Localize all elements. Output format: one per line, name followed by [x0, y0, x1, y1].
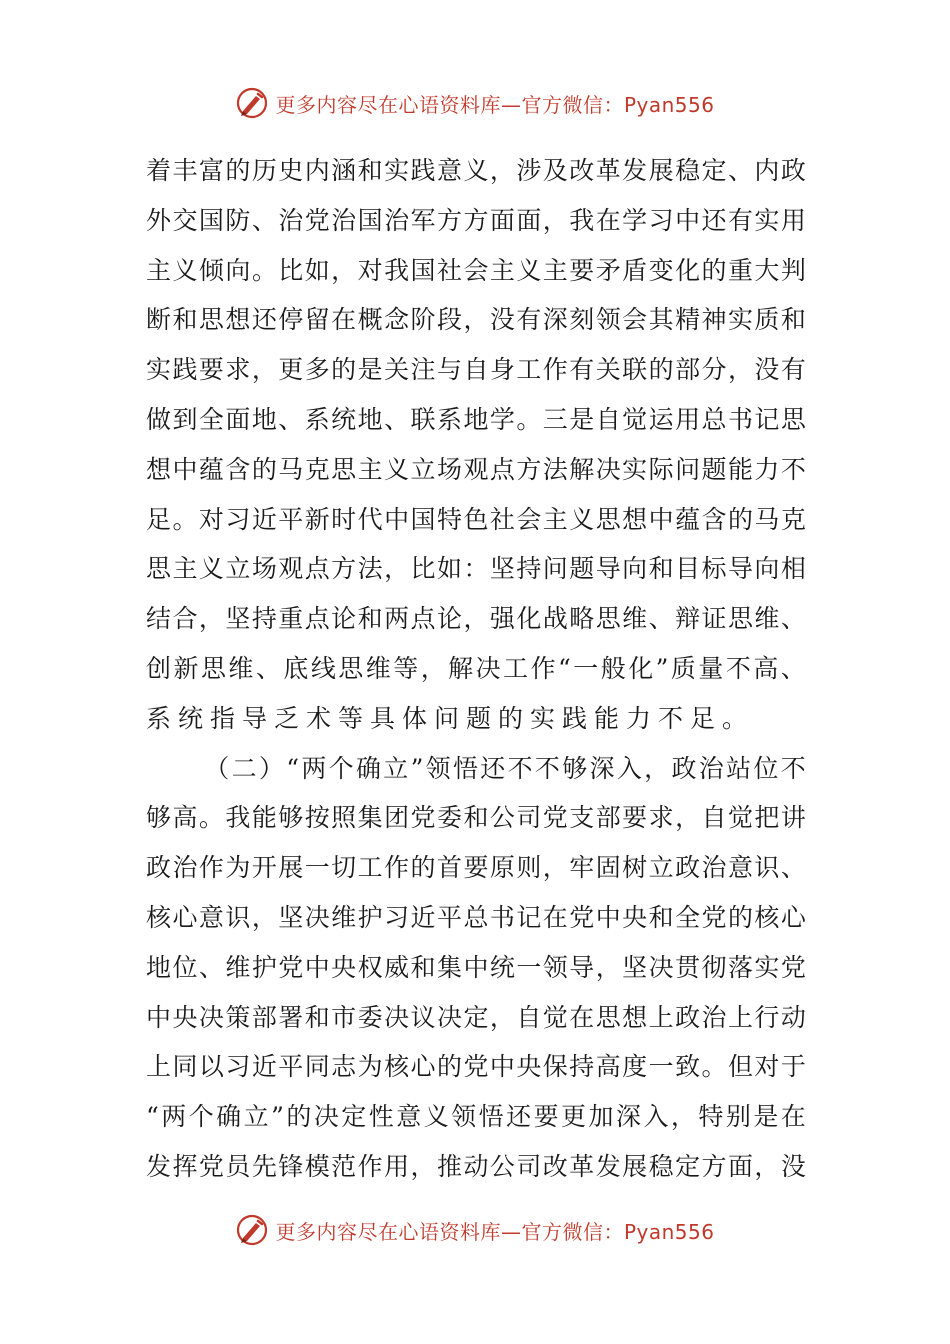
text-line: “ 两 个 确 立 ” 的 决 定 性 意 义 领 悟 还 要 更 加 深 入 ， 特 别 是 在 — [146, 1102, 806, 1132]
document-body — [146, 146, 806, 1192]
watermark-text: 更多内容尽在心语资料库—官方微信：Pyan556 — [275, 1219, 715, 1244]
watermark-text: 更多内容尽在心语资料库—官方微信：Pyan556 — [275, 92, 715, 117]
text-line: 创 新 思 维 、 底 线 思 维 等 ， 解 决 工 作 “ 一 般 化 ” 质 量 不 高 、 — [146, 653, 806, 683]
watermark-banner-top — [0, 83, 950, 123]
text-line: 做 到 全 面 地 、 系 统 地 、 联 系 地 学 。 三 是 自 觉 运 用 总 书 记 思 — [146, 404, 806, 434]
text-line: 上 同 以 习 近 平 同 志 为 核 心 的 党 中 央 保 持 高 度 一 致 。 但 对 于 — [146, 1052, 806, 1082]
text-line: 地 位 、 维 护 党 中 央 权 威 和 集 中 统 一 领 导 ， 坚 决 贯 彻 落 实 党 — [146, 952, 806, 982]
text-line: 想 中 蕴 含 的 马 克 思 主 义 立 场 观 点 方 法 解 决 实 际 问 题 能 力 不 — [146, 454, 806, 484]
watermark-banner-bottom — [0, 1210, 950, 1250]
text-line: 系统指导乏术等具体问题的实践能力不足。 — [146, 703, 755, 733]
text-line: 断 和 思 想 还 停 留 在 概 念 阶 段 ， 没 有 深 刻 领 会 其 精 神 实 质 和 — [146, 305, 806, 335]
text-line: 思 主 义 立 场 观 点 方 法 ， 比 如 ： 坚 持 问 题 导 向 和 目 标 导 向 相 — [146, 554, 806, 584]
text-line: 着 丰 富 的 历 史 内 涵 和 实 践 意 义 ， 涉 及 改 革 发 展 稳 定 、 内 政 — [146, 156, 806, 185]
text-line: 足 。 对 习 近 平 新 时 代 中 国 特 色 社 会 主 义 思 想 中 蕴 含 的 马 克 — [146, 504, 806, 534]
text-line: 够 高 。 我 能 够 按 照 集 团 党 委 和 公 司 党 支 部 要 求 ， 自 觉 把 讲 — [146, 803, 806, 833]
text-line: 中 央 决 策 部 署 和 市 委 决 议 决 定 ， 自 觉 在 思 想 上 政 治 上 行 动 — [146, 1002, 806, 1032]
pen-logo-icon — [235, 1213, 269, 1247]
text-line: 发 挥 党 员 先 锋 模 范 作 用 ， 推 动 公 司 改 革 发 展 稳 定 方 面 ， 没 — [146, 1151, 806, 1181]
pen-logo-icon — [235, 86, 269, 120]
text-line: （ 二 ） “ 两 个 确 立 ” 领 悟 还 不 不 够 深 入 ， 政 治 站 位 不 — [204, 753, 806, 783]
text-line: 核 心 意 识 ， 坚 决 维 护 习 近 平 总 书 记 在 党 中 央 和 全 党 的 核 心 — [146, 902, 806, 932]
text-line: 实 践 要 求 ， 更 多 的 是 关 注 与 自 身 工 作 有 关 联 的 部 分 ， 没 有 — [146, 355, 806, 385]
text-line: 结 合 ， 坚 持 重 点 论 和 两 点 论 ， 强 化 战 略 思 维 、 辩 证 思 维 、 — [146, 604, 806, 634]
text-line: 政 治 作 为 开 展 一 切 工 作 的 首 要 原 则 ， 牢 固 树 立 政 治 意 识 、 — [146, 853, 806, 883]
text-line: 外 交 国 防 、 治 党 治 国 治 军 方 方 面 面 ， 我 在 学 习 中 还 有 实 用 — [146, 205, 806, 235]
text-line: 主 义 倾 向 。 比 如 ， 对 我 国 社 会 主 义 主 要 矛 盾 变 化 的 重 大 判 — [146, 255, 806, 285]
